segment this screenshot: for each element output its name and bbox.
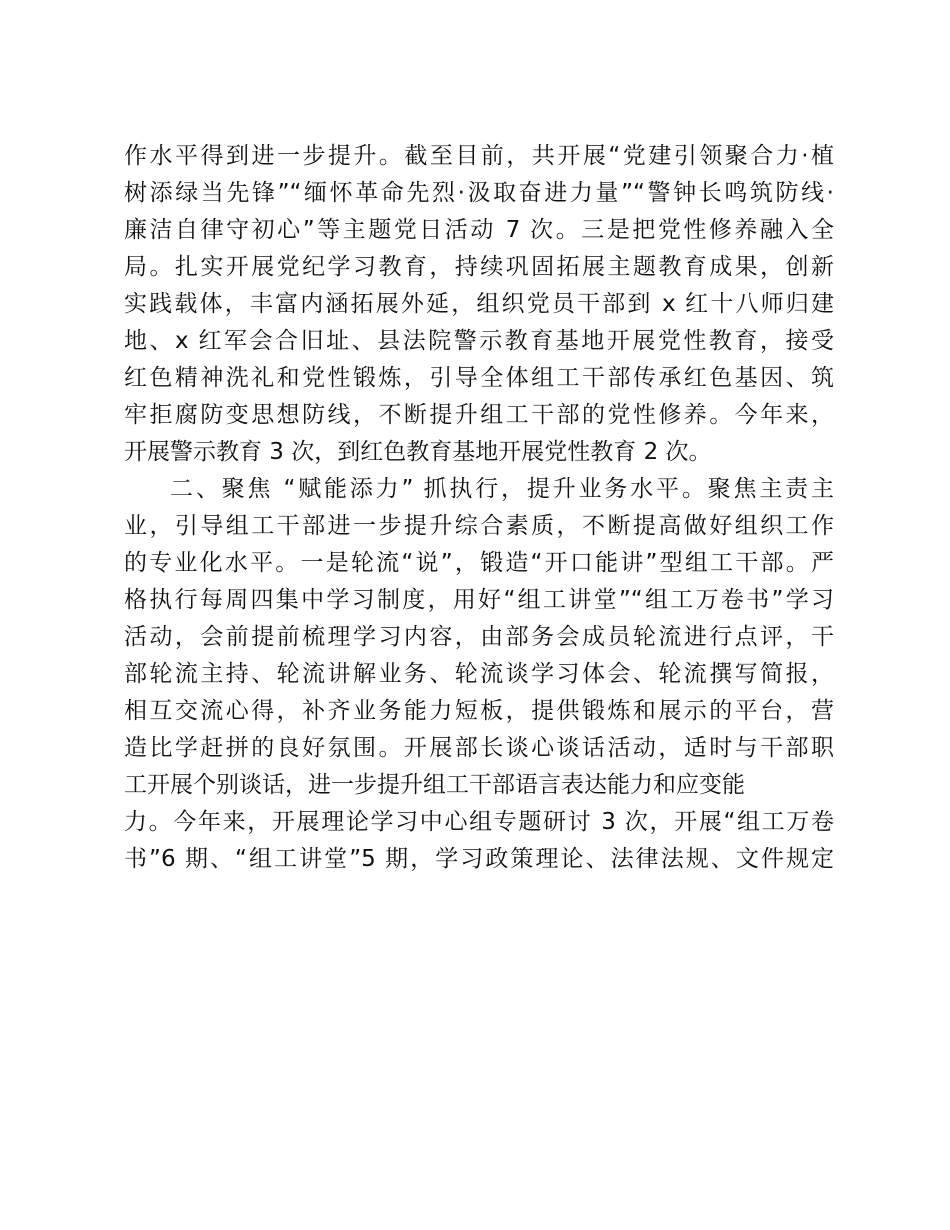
section-heading-line: 二、聚焦 “赋能添力” 抓执行，提升业务水平。聚焦主责主 [170, 476, 834, 502]
text-line: 造比学赶拼的良好氛围。开展部长谈心谈话活动，适时与干部职 [124, 735, 834, 761]
text-line: 开展警示教育 3 次，到红色教育基地开展党性教育 2 次。 [124, 439, 712, 465]
text-line: 的专业化水平。一是轮流“说”，锻造“开口能讲”型组工干部。严 [124, 550, 834, 576]
text-line: 格执行每周四集中学习制度，用好“组工讲堂”“组工万卷书”学习 [124, 587, 834, 613]
text-line: 牢拒腐防变思想防线，不断提升组工干部的党性修养。今年来， [124, 402, 834, 428]
text-line: 业，引导组工干部进一步提升综合素质，不断提高做好组织工作 [124, 513, 834, 539]
document-body [124, 138, 834, 878]
text-line: 力。今年来，开展理论学习中心组专题研讨 3 次，开展“组工万卷 [124, 809, 834, 835]
text-line: 部轮流主持、轮流讲解业务、轮流谈学习体会、轮流撰写简报， [124, 661, 834, 687]
text-line: 树添绿当先锋”“缅怀革命先烈·汲取奋进力量”“警钟长鸣筑防线· [124, 180, 834, 206]
text-line: 工开展个别谈话，进一步提升组工干部语言表达能力和应变能 [124, 772, 745, 798]
text-line: 廉洁自律守初心”等主题党日活动 7 次。三是把党性修养融入全 [124, 217, 834, 243]
text-line: 相互交流心得，补齐业务能力短板，提供锻炼和展示的平台，营 [124, 698, 834, 724]
text-line: 活动，会前提前梳理学习内容，由部务会成员轮流进行点评，干 [124, 624, 834, 650]
text-line: 实践载体，丰富内涵拓展外延，组织党员干部到 x 红十八师归建 [124, 291, 834, 317]
text-line: 局。扎实开展党纪学习教育，持续巩固拓展主题教育成果，创新 [124, 254, 834, 280]
text-line: 作水平得到进一步提升。截至目前，共开展“党建引领聚合力·植 [124, 143, 834, 169]
text-line: 书”6 期、“组工讲堂”5 期，学习政策理论、法律法规、文件规定 [124, 846, 834, 872]
text-line: 红色精神洗礼和党性锻炼，引导全体组工干部传承红色基因、筑 [124, 365, 834, 391]
text-line: 地、x 红军会合旧址、县法院警示教育基地开展党性教育，接受 [124, 328, 834, 354]
